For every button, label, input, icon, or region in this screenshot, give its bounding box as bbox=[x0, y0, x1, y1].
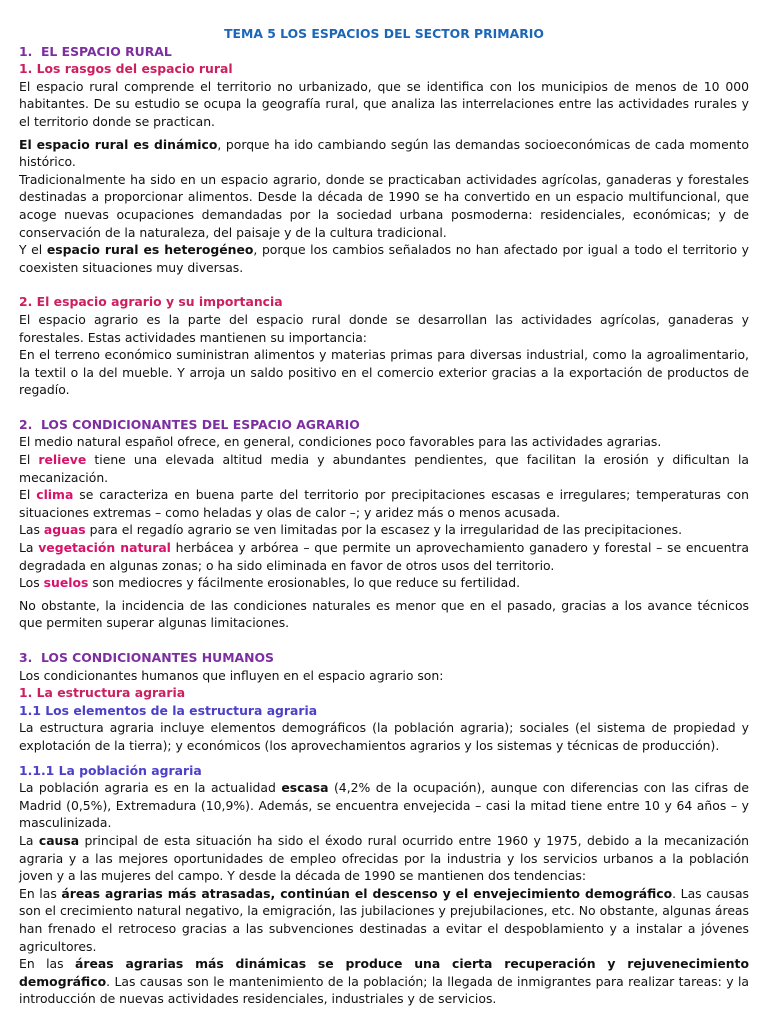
bold-term: El espacio rural es dinámico bbox=[19, 136, 218, 152]
text: , porque los cambios señalados no han afectado por igual a todo el territorio y coexisten situaciones muy diversas. bbox=[19, 242, 750, 275]
bold-term: áreas agrarias más dinámicas se produce una cierta recuperación y rejuvenecimiento demográfico bbox=[19, 956, 749, 989]
text: para el regadío agrario se ven limitadas por la escasez y la irregularidad de las precipitaciones. bbox=[85, 522, 683, 538]
subsection-1-1-heading: 1. Los rasgos del espacio rural bbox=[19, 61, 233, 77]
section-3-heading: 3. LOS CONDICIONANTES HUMANOS bbox=[19, 650, 274, 665]
section-2-heading: 2. LOS CONDICIONANTES DEL ESPACIO AGRARIO bbox=[19, 416, 360, 432]
text: El bbox=[19, 487, 37, 503]
text: son mediocres y fácilmente erosionables, lo que reduce su fertilidad. bbox=[88, 575, 521, 591]
paragraph bbox=[19, 521, 749, 539]
text: se caracteriza en buena parte del territorio por precipitaciones escasas e irregulares; temperaturas con situaciones extremas – como heladas y olas de calor –; y aridez más o menos acusada. bbox=[19, 487, 749, 520]
paragraph bbox=[19, 539, 749, 574]
text: . Las causas son el crecimiento natural negativo, la emigración, las jubilaciones y prejubilaciones, etc. No obstante, algunas áreas han frenado el retroceso gracias a las subvenciones destinadas a evitar el despoblamiento y a instalar a jóvenes agricultores. bbox=[19, 885, 749, 954]
paragraph: El medio natural español ofrece, en general, condiciones poco favorables para las actividades agrarias. bbox=[19, 434, 662, 450]
text: principal de esta situación ha sido el éxodo rural ocurrido entre 1960 y 1975, debido a la mecanización agraria y a las mejores oportunidades de empleo ofrecidas por la industria y los servicios urbanos a la población joven y a las mujeres del campo. Y desde la década de 1990 se mantienen dos tendencias: bbox=[19, 832, 750, 884]
paragraph bbox=[19, 241, 749, 276]
paragraph: No obstante, la incidencia de las condiciones naturales es menor que en el pasado, gracias a los avance técnicos que permiten superar algunas limitaciones. bbox=[19, 597, 749, 631]
keyword-aguas: aguas bbox=[43, 522, 86, 538]
text: Los bbox=[19, 575, 44, 591]
bold-term: escasa bbox=[281, 780, 329, 796]
text: La bbox=[19, 540, 39, 556]
paragraph bbox=[19, 486, 749, 521]
text: La bbox=[19, 832, 39, 848]
paragraph: En el terreno económico suministran alimentos y materias primas para diversas industrial, como la agroalimentario, la textil o la del mueble. Y arroja un saldo positivo en el comercio exterior gracias a la exportación de productos de regadío. bbox=[19, 347, 749, 398]
document-title: TEMA 5 LOS ESPACIOS DEL SECTOR PRIMARIO bbox=[224, 26, 544, 41]
subsection-1-2-heading: 2. El espacio agrario y su importancia bbox=[19, 294, 283, 310]
paragraph bbox=[19, 451, 749, 486]
paragraph bbox=[19, 955, 749, 1008]
keyword-relieve: relieve bbox=[38, 452, 87, 468]
text: La población agraria es en la actualidad bbox=[19, 780, 282, 796]
paragraph: Tradicionalmente ha sido en un espacio agrario, donde se practicaban actividades agrícolas, ganaderas y forestales destinadas a proporcionar alimentos. Desde la década de 1990 se ha convertido en un espacio multifuncional, que acoge nuevas ocupaciones demandadas por la sociedad urbana posmoderna: residenciales, económicas; y de conservación de la naturaleza, del paisaje y de la cultura tradicional. bbox=[19, 171, 749, 240]
text: En las bbox=[19, 885, 62, 901]
text: herbácea y arbórea – que permite un aprovechamiento ganadero y forestal – se encuentra degradada en algunas zonas; o ha sido eliminada en favor de otros usos del territorio. bbox=[19, 540, 749, 573]
keyword-vegetacion: vegetación natural bbox=[38, 540, 171, 556]
text: Y el bbox=[19, 242, 47, 258]
text: (4,2% de la ocupación), aunque con diferencias con las cifras de Madrid (0,5%), Extremadura (10,9%). Además, se encuentra envejecida – casi la mitad tiene entre 10 y 64 años – y masculinizada. bbox=[19, 780, 750, 831]
paragraph: Los condicionantes humanos que influyen en el espacio agrario son: bbox=[19, 667, 444, 683]
bold-term: causa bbox=[38, 832, 80, 848]
section-1-heading: 1. EL ESPACIO RURAL bbox=[19, 43, 172, 59]
paragraph bbox=[19, 832, 749, 885]
paragraph: La estructura agraria incluye elementos demográficos (la población agraria); sociales (el sistema de propiedad y explotación de la tierra); y económicos (los aprovechamientos agrarios y los sistemas y técnicas de producción). bbox=[19, 720, 749, 753]
keyword-suelos: suelos bbox=[43, 575, 89, 591]
text: El bbox=[19, 452, 39, 468]
subsection-3-1-heading: 1. La estructura agraria bbox=[19, 685, 186, 701]
subsection-3-1-1-1-heading: 1.1.1 La población agraria bbox=[19, 762, 202, 778]
paragraph bbox=[19, 136, 749, 171]
text: Las bbox=[19, 522, 44, 538]
paragraph: El espacio agrario es la parte del espacio rural donde se desarrollan las actividades agrícolas, ganaderas y forestales. Estas actividades mantienen su importancia: bbox=[19, 311, 749, 345]
text: tiene una elevada altitud media y abundantes pendientes, que facilitan la erosión y dificultan la mecanización. bbox=[19, 452, 749, 485]
subsection-3-1-1-heading: 1.1 Los elementos de la estructura agraria bbox=[19, 702, 318, 718]
bold-term: espacio rural es heterogéneo bbox=[46, 242, 254, 258]
text: En las bbox=[19, 956, 76, 972]
keyword-clima: clima bbox=[36, 487, 74, 503]
text: . Las causas son le mantenimiento de la población; la llegada de inmigrantes para realizar tareas: y la introducción de nuevas actividades residenciales, industriales y de servicios. bbox=[19, 973, 749, 1007]
paragraph: El espacio rural comprende el territorio no urbanizado, que se identifica con los municipios de menos de 10 000 habitantes. De su estudio se ocupa la geografía rural, que analiza las interrelaciones entre las actividades rurales y el territorio donde se practican. bbox=[19, 78, 749, 129]
paragraph bbox=[19, 574, 749, 592]
bold-term: áreas agrarias más atrasadas, continúan el descenso y el envejecimiento demográfico bbox=[61, 885, 673, 901]
paragraph bbox=[19, 885, 749, 955]
paragraph bbox=[19, 779, 749, 832]
text: , porque ha ido cambiando según las demandas socioeconómicas de cada momento histórico. bbox=[19, 136, 749, 170]
